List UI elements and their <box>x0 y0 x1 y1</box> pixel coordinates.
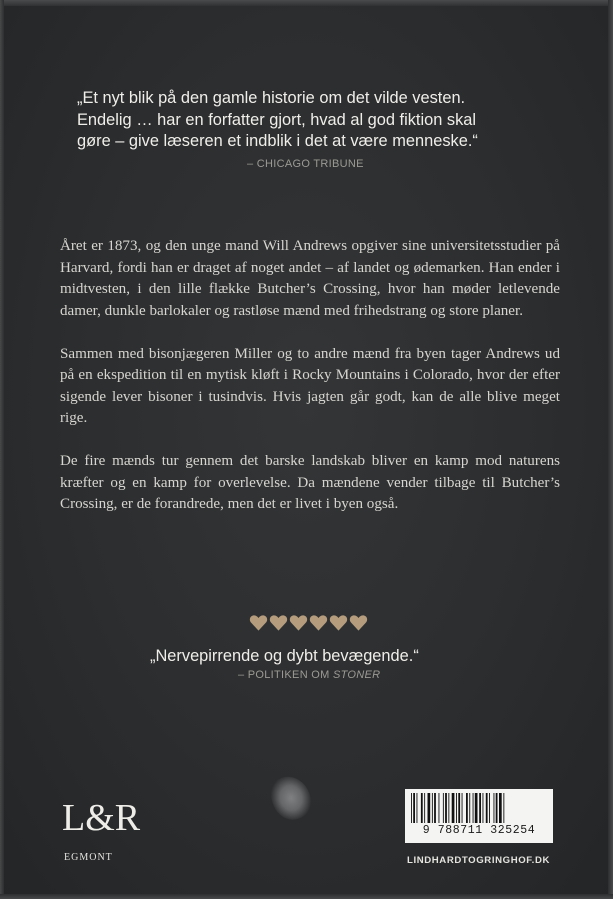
quote-source-top: – CHICAGO TRIBUNE <box>247 158 364 170</box>
barcode-bar <box>439 793 440 823</box>
barcode-bar <box>494 793 495 823</box>
barcode-bar <box>434 793 436 823</box>
heart-icon <box>309 613 328 633</box>
barcode-bar <box>448 793 449 823</box>
quote-source-title: STONER <box>332 669 381 681</box>
heart-icon <box>349 613 368 633</box>
barcode-bar <box>486 793 488 823</box>
blurb-paragraph: Sammen med bisonjægeren Miller og to andre mænd fra byen tager Andrews ud på en ekspedition til en mytisk kløft i Rocky Mountains i Colorado, hvor der efter sigende lever bisoner i tusindvis. Hvis jagten går godt, kan de alle blive meget rige. <box>60 345 560 426</box>
quote-line: „Et nyt blik på den gamle historie om det vilde vesten. <box>77 89 466 107</box>
isbn-barcode <box>405 789 553 843</box>
barcode-bar <box>479 793 481 823</box>
barcode-bars <box>409 793 549 823</box>
publisher-website: LINDHARDTOGRINGHOF.DK <box>407 855 550 866</box>
quote-line: Endelig … har en forfatter gjort, hvad al god fiktion skal <box>77 110 477 129</box>
barcode-bar <box>499 793 502 823</box>
barcode-bar <box>452 793 455 823</box>
barcode-bar <box>428 793 431 823</box>
heart-icon <box>269 613 288 633</box>
cover-edge-left <box>0 0 4 899</box>
blurb-paragraph: Året er 1873, og den unge mand Will Andrews opgiver sine universitetsstudier på Harvard, fordi han er draget af noget andet – af landet og ødemarken. Han ender i midtvesten, i den lille flække Butcher’s Crossing, hvor han møder letlevende damer, dunkle barlokaler og rastløse mænd med frihedstrang og store planer. <box>60 238 560 319</box>
quote-source-bottom <box>238 669 380 681</box>
barcode-bar <box>413 793 415 823</box>
publisher-logo <box>62 796 141 839</box>
heart-rating <box>249 613 369 637</box>
barcode-bar <box>483 793 484 823</box>
barcode-bar <box>421 793 423 823</box>
barcode-bar <box>469 793 470 823</box>
barcode-bar <box>445 793 447 823</box>
cover-edge-top <box>0 0 613 6</box>
cover-scratch-mark <box>266 771 316 825</box>
barcode-bar <box>489 793 490 823</box>
cover-edge-right <box>608 0 613 899</box>
barcode-bar <box>466 793 468 823</box>
quote-source-prefix: – POLITIKEN OM <box>238 669 333 681</box>
barcode-bar <box>475 793 478 823</box>
review-quote-top <box>77 88 577 153</box>
barcode-bar <box>462 793 463 823</box>
isbn-number: 9 788711 325254 <box>422 824 536 837</box>
barcode-bar <box>432 793 433 823</box>
barcode-bar <box>411 793 412 823</box>
barcode-bar <box>496 793 498 823</box>
publisher-imprint: EGMONT <box>64 852 113 863</box>
barcode-bar <box>503 793 504 823</box>
logo-letters: L&R <box>62 797 141 839</box>
barcode-bar <box>424 793 425 823</box>
barcode-bar <box>417 793 418 823</box>
blurb <box>60 236 560 537</box>
quote-line: gøre – give læseren et indblik i det at være menneske.“ <box>77 132 478 150</box>
barcode-bar <box>473 793 474 823</box>
lr-logo-icon <box>62 796 141 839</box>
review-quote-bottom: „Nervepirrende og dybt bevægende.“ <box>150 647 419 665</box>
heart-icon <box>249 613 268 633</box>
cover-edge-bottom <box>0 894 613 899</box>
barcode-bar <box>443 793 444 823</box>
heart-icon <box>289 613 308 633</box>
barcode-bar <box>458 793 460 823</box>
heart-icon <box>329 613 348 633</box>
barcode-bar <box>456 793 457 823</box>
blurb-paragraph: De fire mænds tur gennem det barske landskab bliver en kamp mod naturens kræfter og en kamp for overlevelse. Da mændene vender tilbage til Butcher’s Crossing, er de forandrede, men det er livet i byen også. <box>60 453 560 512</box>
